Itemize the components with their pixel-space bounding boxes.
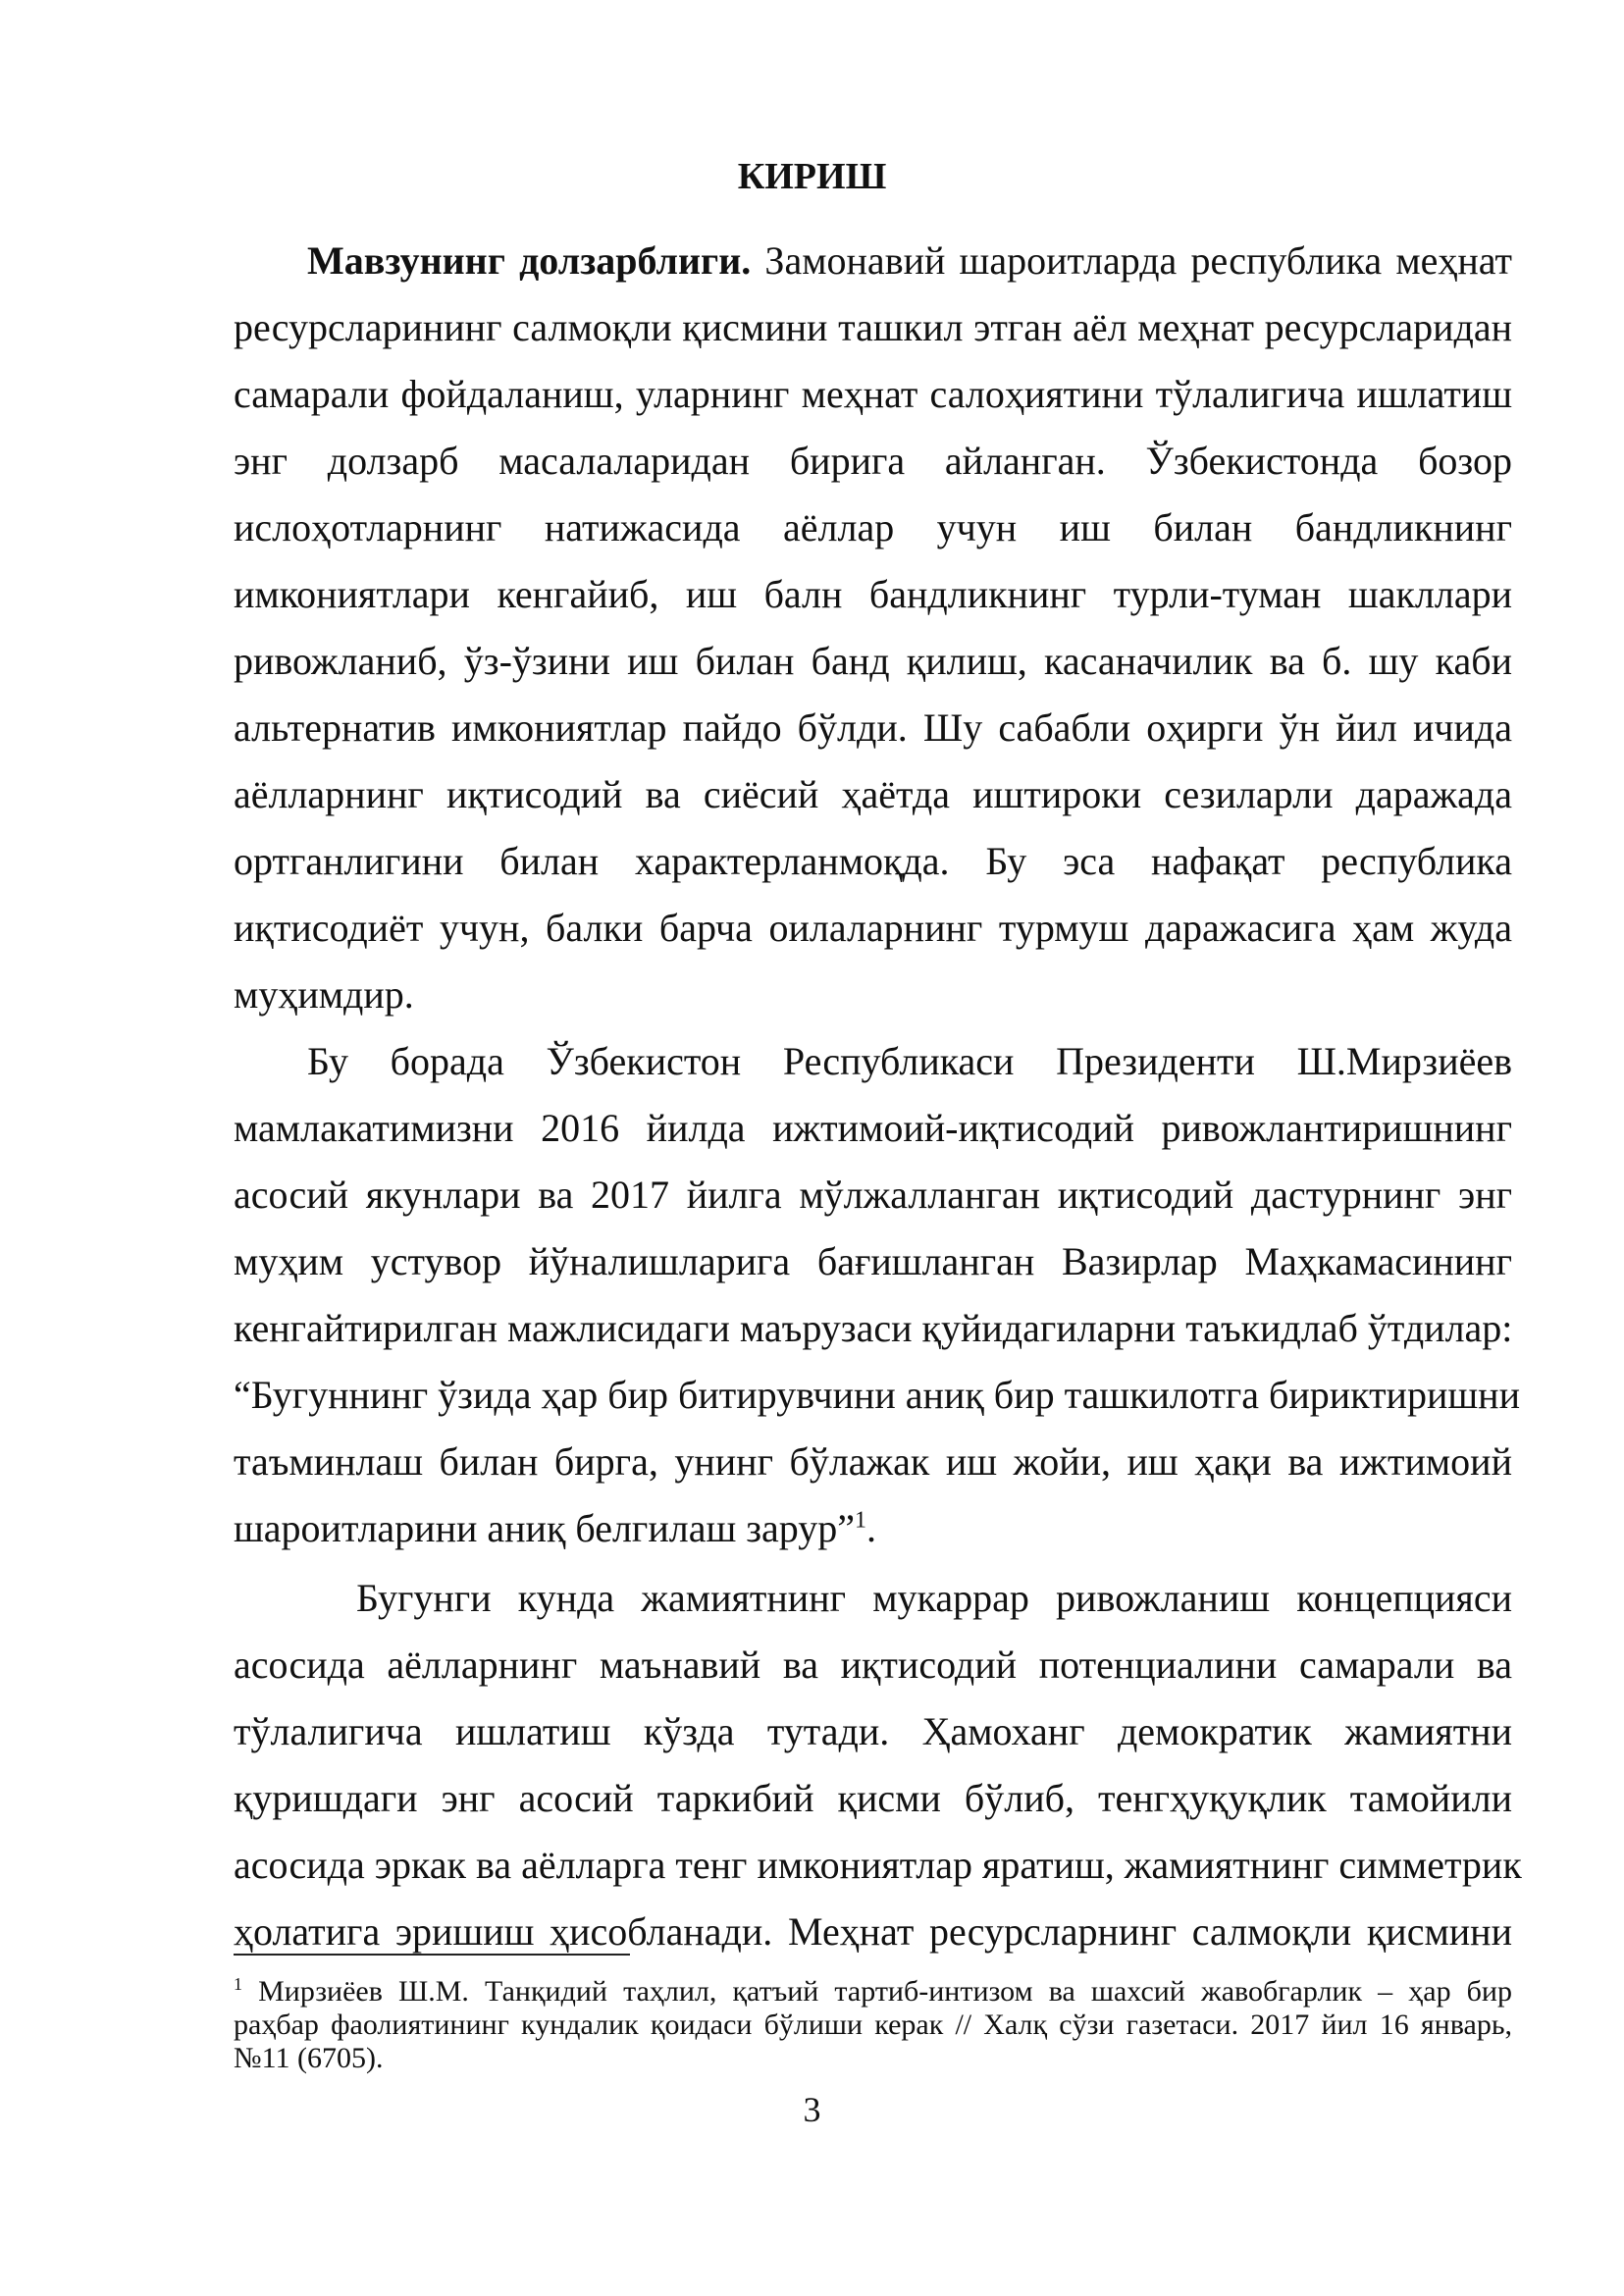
paragraph-1-lead-text: Замонавий шароитларда республика меҳнат	[751, 238, 1512, 283]
paragraph-1-line: ислоҳотларнинг натижасида аёллар учун иш билан бандликнинг	[234, 505, 1512, 549]
paragraph-2-last-line	[234, 1503, 1512, 1554]
paragraph-1-line: ривожланиб, ўз-ўзини иш билан банд қилиш, касаначилик ва б. шу каби	[234, 639, 1512, 683]
paragraph-1-line: ортганлигини билан характерланмоқда. Бу эса нафақат республика	[234, 839, 1512, 883]
paragraph-3-line: тўлалигича ишлатиш кўзда тутади. Ҳамоханг демократик жамиятни	[234, 1709, 1512, 1753]
paragraph-1-line: имкониятлари кенгайиб, иш балн бандликнинг турли-туман шакллари	[234, 572, 1512, 616]
paragraph-1-line: альтернатив имкониятлар пайдо бўлди. Шу сабабли оҳирги ўн йил ичида	[234, 705, 1512, 750]
footnote-separator	[234, 1954, 630, 1956]
paragraph-3-line: асосида эркак ва аёлларга тенг имкониятлар яратиш, жамиятнинг симметрик	[234, 1843, 1522, 1887]
footnote-reference[interactable]: 1	[855, 1507, 867, 1534]
paragraph-1-line: иқтисодиёт учун, балки барча оилаларнинг турмуш даражасига ҳам жуда	[234, 906, 1512, 950]
paragraph-1-line: ресурсларининг салмоқли қисмини ташкил этган аёл меҳнат ресурсларидан	[234, 305, 1512, 349]
quote-end-period: .	[866, 1506, 877, 1550]
paragraph-1-line: самарали фойдаланиш, уларнинг меҳнат салоҳиятини тўлалигича ишлатиш	[234, 372, 1512, 416]
paragraph-2-line: муҳим устувор йўналишларига бағишланган Вазирлар Маҳкамасининг	[234, 1239, 1512, 1283]
paragraph-3-line: асосида аёлларнинг маънавий ва иқтисодий потенциалини самарали ва	[234, 1643, 1512, 1687]
paragraph-2-line: кенгайтирилган мажлисидаги маърузаси қуйидагиларни таъкидлаб ўтдилар:	[234, 1306, 1513, 1350]
paragraph-3-line-1: Бугунги кунда жамиятнинг мукаррар ривожланиш концепцияси	[356, 1576, 1512, 1620]
paragraph-1-line: энг долзарб масалаларидан бирига айланган. Ўзбекистонда бозор	[234, 439, 1512, 483]
paragraph-3-line: ҳолатига эришиш ҳисобланади. Меҳнат ресурсларнинг салмоқли қисмини	[234, 1909, 1512, 1954]
paragraph-1-line: аёлларнинг иқтисодий ва сиёсий ҳаётда иштироки сезиларли даражада	[234, 772, 1512, 816]
paragraph-1-last-line: муҳимдир.	[234, 972, 414, 1017]
section-heading: КИРИШ	[737, 156, 887, 197]
topic-relevance-label: Мавзунинг долзарблиги.	[307, 238, 752, 283]
page-number: 3	[803, 2090, 821, 2129]
paragraph-2-line: асосий якунлари ва 2017 йилга мўлжалланган иқтисодий дастурнинг энг	[234, 1173, 1512, 1217]
footnote-line-3: №11 (6705).	[234, 2042, 384, 2074]
paragraph-2-line-1: Бу борада Ўзбекистон Республикаси Президенти Ш.Мирзиёев	[307, 1039, 1512, 1083]
footnote-text: Мирзиёев Ш.М. Танқидий таҳлил, қатъий тартиб-интизом ва шахсий жавобгарлик – ҳар бир	[242, 1975, 1512, 2008]
quote-end-text: шароитларини аниқ белгилаш зарур”	[234, 1506, 856, 1550]
footnote-marker: 1	[234, 1974, 242, 1994]
paragraph-1-line-1	[307, 235, 1512, 287]
paragraph-2-line: “Бугуннинг ўзида ҳар бир битирувчини аниқ бир ташкилотга бириктиришни	[234, 1373, 1520, 1417]
footnote-line-1	[234, 1975, 1512, 2009]
footnote-line-2: раҳбар фаолиятининг кундалик қоидаси бўлиши керак // Халқ сўзи газетаси. 2017 йил 16 январь,	[234, 2009, 1512, 2041]
paragraph-3-line: қуришдаги энг асосий таркибий қисми бўлиб, тенгҳуқуқлик тамойили	[234, 1776, 1512, 1820]
paragraph-2-line: таъминлаш билан бирга, унинг бўлажак иш жойи, иш ҳақи ва ижтимоий	[234, 1439, 1512, 1484]
paragraph-2-line: мамлакатимизни 2016 йилда ижтимоий-иқтисодий ривожлантиришнинг	[234, 1106, 1512, 1150]
